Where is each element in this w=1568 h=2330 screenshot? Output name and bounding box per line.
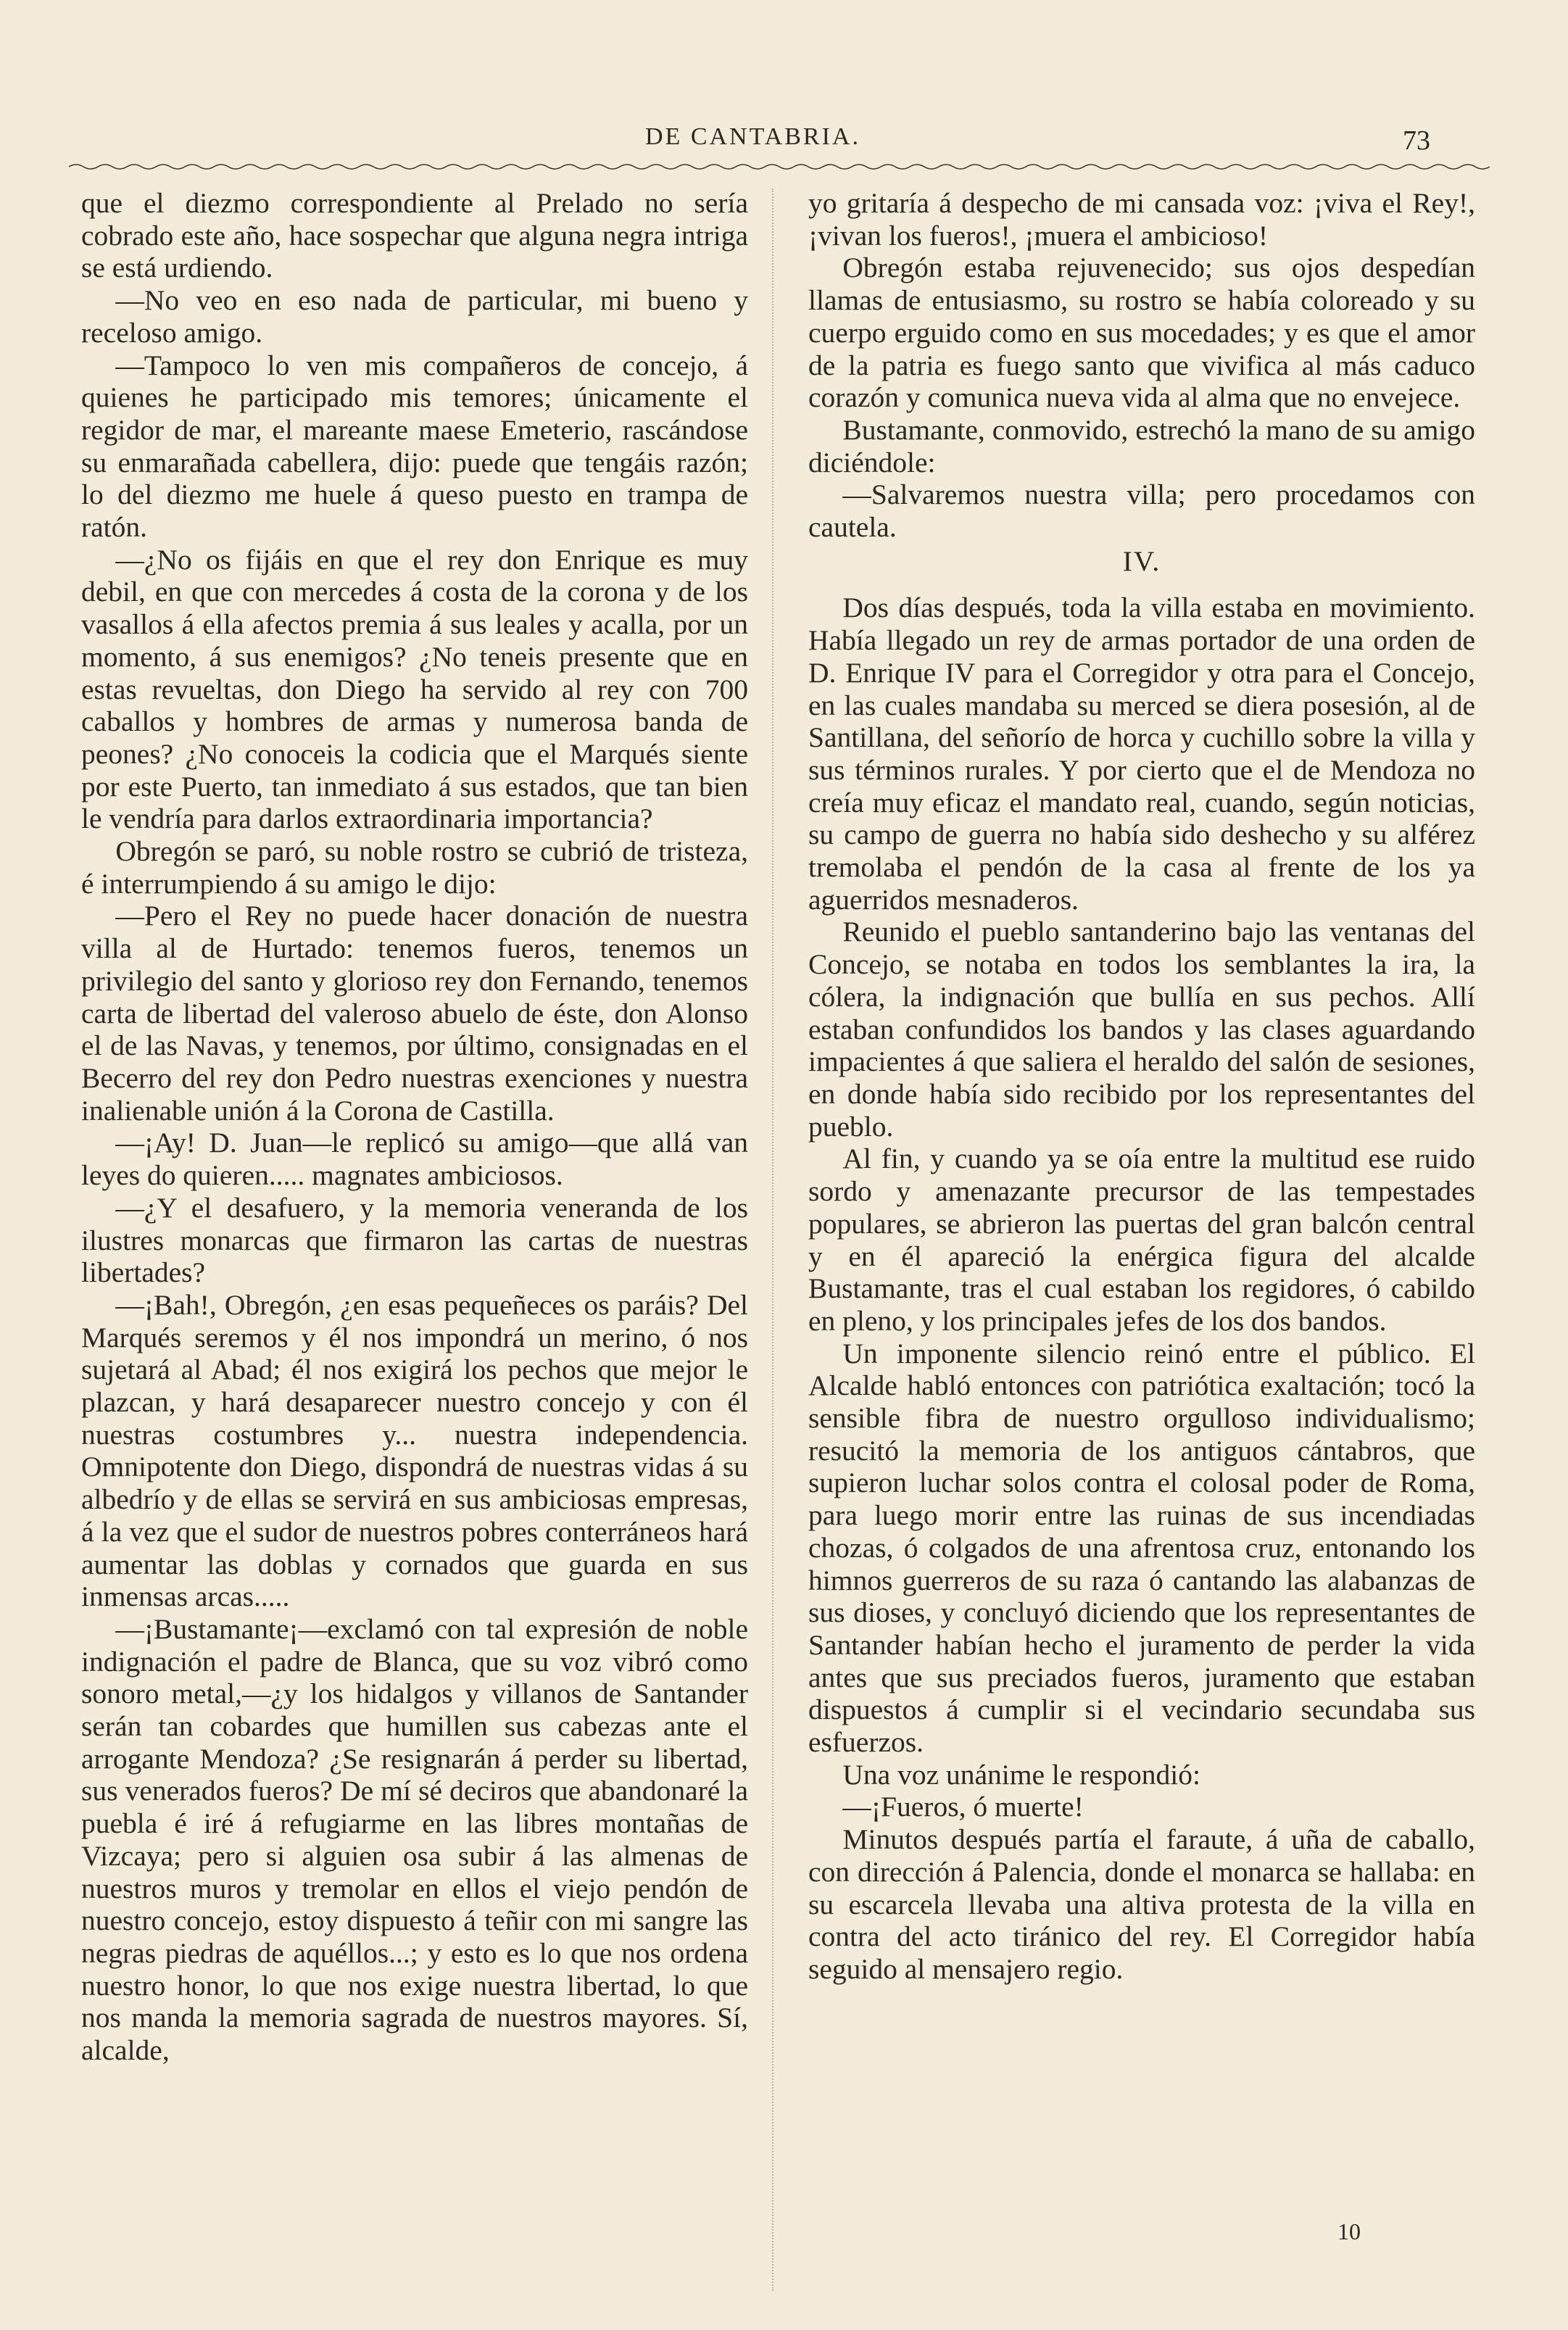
section-heading: IV.	[1122, 544, 1161, 577]
page-number: 73	[1403, 125, 1430, 156]
right-column	[808, 187, 1475, 1986]
left-column	[81, 187, 748, 2067]
paragraph: Obregón estaba rejuvenecido; sus ojos despedían llamas de entusiasmo, su rostro se había coloreado y su cuerpo erguido como en sus mocedades; y es que el amor de la patria es fuego santo que vivifica al más caduco corazón y comunica nueva vida al alma que no envejece.	[808, 252, 1475, 414]
paragraph: —¡Bah!, Obregón, ¿en esas pequeñeces os paráis? Del Marqués seremos y él nos impondrá un merino, ó nos sujetará al Abad; él nos exigirá los pechos que mejor le plazcan, y hará desaparecer nuestro concejo y con él nuestras costumbres y... nuestra independencia. Omnipotente don Diego, dispondrá de nuestras vidas á su albedrío y de ellas se servirá en sus ambiciosas empresas, á la vez que el sudor de nuestros pobres conterráneos hará aumentar las doblas y cornados que guarda en sus inmensas arcas.....	[81, 1288, 748, 1613]
paragraph: —¡Fueros, ó muerte!	[842, 1791, 1084, 1823]
paragraph: Una voz unánime le respondió:	[842, 1758, 1201, 1791]
paragraph: —¿Y el desafuero, y la memoria veneranda de los ilustres monarcas que firmaron las cartas de nuestras libertades?	[81, 1191, 748, 1289]
paragraph: Dos días después, toda la villa estaba en movimiento. Había llegado un rey de armas portador de una orden de D. Enrique IV para el Corregidor y otra para el Concejo, en las cuales mandaba su merced se diera posesión, al de Santillana, del señorío de horca y cuchillo sobre la villa y sus términos rurales. Y por cierto que el de Mendoza no creía muy eficaz el mandato real, cuando, según noticias, su campo de guerra no había sido deshecho y su alférez tremolaba el pendón de la casa al frente de los ya aguerridos mesnaderos.	[808, 592, 1475, 916]
paragraph: —Pero el Rey no puede hacer donación de nuestra villa al de Hurtado: tenemos fueros, tenemos un privilegio del santo y glorioso rey don Fernando, tenemos carta de libertad del valeroso abuelo de éste, don Alonso el de las Navas, y tenemos, por último, consignadas en el Becerro del rey don Pedro nuestras exenciones y nuestra inalienable unión á la Corona de Castilla.	[81, 900, 748, 1127]
paragraph: yo gritaría á despecho de mi cansada voz: ¡viva el Rey!, ¡vivan los fueros!, ¡muera el ambicioso!	[808, 187, 1475, 252]
header-rule-ornament	[69, 161, 1490, 173]
running-head	[0, 123, 1568, 167]
paragraph: —No veo en eso nada de particular, mi bueno y receloso amigo.	[81, 284, 748, 349]
paragraph: Al fin, y cuando ya se oía entre la multitud ese ruido sordo y amenazante precursor de las tempestades populares, se abrieron las puertas del gran balcón central y en él apareció la enérgica figura del alcalde Bustamante, tras el cual estaban los regidores, ó cabildo en pleno, y los principales jefes de los dos bandos.	[808, 1143, 1475, 1337]
paragraph: —Tampoco lo ven mis compañeros de concejo, á quienes he participado mis temores; únicamente el regidor de mar, el mareante maese Emeterio, rascándose su enmarañada cabellera, dijo: puede que tengáis razón; lo del diezmo me huele á queso puesto en trampa de ratón.	[81, 349, 748, 544]
paragraph: —Salvaremos nuestra villa; pero procedamos con cautela.	[808, 478, 1475, 544]
paragraph: Obregón se paró, su noble rostro se cubrió de tristeza, é interrumpiendo á su amigo le dijo:	[81, 835, 748, 900]
paragraph: Bustamante, conmovido, estrechó la mano de su amigo diciéndole:	[808, 413, 1475, 478]
running-title: DE CANTABRIA.	[645, 123, 860, 150]
paragraph: Reunido el pueblo santanderino bajo las ventanas del Concejo, se notaba en todos los semblantes la ira, la cólera, la indignación que bullía en sus pechos. Allí estaban confundidos los bandos y las clases aguardando impacientes á que saliera el heraldo del salón de sesiones, en donde había sido recibido por los representantes del pueblo.	[808, 916, 1475, 1143]
column-divider	[772, 188, 775, 2291]
paragraph: Un imponente silencio reinó entre el público. El Alcalde habló entonces con patriótica exaltación; tocó la sensible fibra de nuestro orgulloso individualismo; resucitó la memoria de los antiguos cántabros, que supieron luchar solos contra el colosal poder de Roma, para luego morir entre las ruinas de sus incendiadas chozas, ó colgados de una afrentosa cruz, entonando los himnos guerreros de su raza ó cantando las alabanzas de sus dioses, y concluyó diciendo que los representantes de Santander habían hecho el juramento de perder la vida antes que sus preciados fueros, juramento que estaban dispuestos á cumplir si el vecindario secundaba sus esfuerzos.	[808, 1337, 1475, 1759]
paragraph: —¡Bustamante¡—exclamó con tal expresión de noble indignación el padre de Blanca, que su voz vibró como sonoro metal,—¿y los hidalgos y villanos de Santander serán tan cobardes que humillen sus cabezas ante el arrogante Mendoza? ¿Se resignarán á perder su libertad, sus venerados fueros? De mí sé deciros que abandonaré la puebla é iré á refugiarme en las libres montañas de Vizcaya; pero si alguien osa subir á las almenas de nuestros muros y tremolar en ellos el viejo pendón de nuestro concejo, estoy dispuesto á teñir con mi sangre las negras piedras de aquéllos...; y esto es lo que nos ordena nuestro honor, lo que nos exige nuestra libertad, lo que nos manda la memoria sagrada de nuestros mayores. Sí, alcalde,	[81, 1612, 748, 2067]
paragraph: Minutos después partía el faraute, á uña de caballo, con dirección á Palencia, donde el monarca se hallaba: en su escarcela llevaba una altiva protesta de la villa en contra del acto tiránico del rey. El Corregidor había seguido al mensajero regio.	[808, 1823, 1475, 1985]
signature-mark: 10	[1337, 2218, 1361, 2244]
paragraph: —¿No os fijáis en que el rey don Enrique es muy debil, en que con mercedes á costa de la corona y de los vasallos á ella afectos premia á sus leales y acalla, por un momento, á sus enemigos? ¿No teneis presente que en estas revueltas, don Diego ha servido al rey con 700 caballos y hombres de armas y numerosa banda de peones? ¿No conoceis la codicia que el Marqués siente por este Puerto, tan inmediato á sus estados, que tan bien le vendría para darlos extraordinaria importancia?	[81, 543, 748, 835]
paragraph: que el diezmo correspondiente al Prelado no sería cobrado este año, hace sospechar que alguna negra intriga se está urdiendo.	[81, 187, 748, 284]
paragraph: —¡Ay! D. Juan—le replicó su amigo—que allá van leyes do quieren..... magnates ambiciosos.	[81, 1127, 748, 1192]
